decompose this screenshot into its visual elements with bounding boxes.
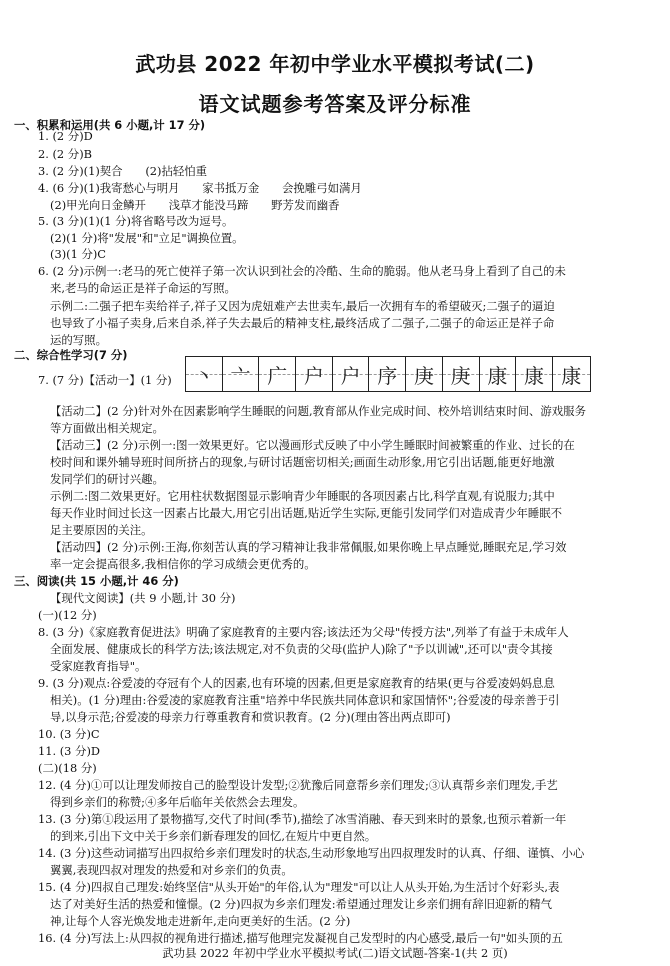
answer-line: 8. (3 分)《家庭教育促进法》明确了家庭教育的主要内容;该法还为父母"传授方法",列举了有益于未成年人 [38, 625, 569, 639]
answer-line: 【现代文阅读】(共 9 小题,计 30 分) [50, 591, 236, 605]
stroke-order-grid [185, 356, 591, 392]
answer-line: 等方面做出相关规定。 [50, 421, 164, 435]
answer-line: 率一定会提高很多,我相信你的学习成绩会更优秀的。 [50, 557, 316, 571]
stroke-order-cell [406, 357, 443, 391]
answer-line: 全面发展、健康成长的科学方法;该法规定,对不负责的父母(监护人)除了"予以训诫",还可以"责令其接 [50, 642, 553, 656]
answer-line: 发同学们的研讨兴趣。 [50, 472, 164, 486]
stroke-order-cell [443, 357, 480, 391]
answer-line: 足主要原因的关注。 [50, 523, 153, 537]
answer-line: 16. (4 分)写法上:从四叔的视角进行描述,描写他理完发凝视自己发型时的内心感受,最后一句"如头顶的五 [38, 931, 563, 945]
section-heading: 一、积累和运用(共 6 小题,计 17 分) [14, 118, 206, 132]
stroke-order-char: 户 [340, 363, 361, 388]
stroke-order-char: 庚 [413, 363, 434, 388]
answer-line: 受家庭教育指导"。 [50, 659, 147, 673]
stroke-order-cell [333, 357, 370, 391]
answer-line: 示例二:二强子把车卖给祥子,祥子又因为虎妞难产去世卖车,最后一次拥有车的希望破灭;二强子的逼迫 [50, 299, 555, 313]
section-heading: 二、综合性学习(7 分) [14, 348, 128, 362]
page-footer: 武功县 2022 年初中学业水平模拟考试(二)语文试题-答案-1(共 2 页) [162, 946, 508, 960]
answer-line: 【活动四】(2 分)示例:王海,你刻苦认真的学习精神让我非常佩服,如果你晚上早点睡觉,睡眠充足,学习效 [50, 540, 567, 554]
stroke-order-cell [369, 357, 406, 391]
answer-line: 翼翼,表现四叔对理发的热爱和对乡亲们的负责。 [50, 863, 293, 877]
answer-line: 的到来,引出下文中关于乡亲们新春理发的回忆,在短片中更自然。 [50, 829, 377, 843]
stroke-order-char: 庚 [450, 363, 471, 388]
answer-line: (2)甲光向日金鳞开 浅草才能没马蹄 野芳发而幽香 [50, 198, 340, 212]
stroke-order-char: 户 [303, 363, 324, 388]
answer-line: (二)(18 分) [38, 761, 97, 775]
answer-line: (2)(1 分)将"发展"和"立足"调换位置。 [50, 231, 244, 245]
answer-line: 6. (2 分)示例一:老马的死亡使祥子第一次认识到社会的冷酷、生命的脆弱。他从老马身上看到了自己的未 [38, 264, 566, 278]
answer-line: 每天作业时间过长这一因素占比最大,用它引出话题,贴近学生实际,更能引发同学们对造成青少年睡眠不 [50, 506, 563, 520]
answer-line: 也导致了小福子卖身,后来自杀,祥子失去最后的精神支柱,最终活成了二强子,二强子的命运正是祥子命 [50, 316, 555, 330]
stroke-order-char: 丶 [193, 363, 214, 388]
answer-line: 示例二:图二效果更好。它用柱状数据图显示影响青少年睡眠的各项因素占比,科学直观,有说服力;其中 [50, 489, 555, 503]
answer-line: 【活动三】(2 分)示例一:图一效果更好。它以漫画形式反映了中小学生睡眠时间被繁重的作业、过长的在 [50, 438, 575, 452]
answer-line: 13. (3 分)第①段运用了景物描写,交代了时间(季节),描绘了冰雪消融、春天到来时的景象,也预示着新一年 [38, 812, 567, 826]
answer-line: 【活动二】(2 分)针对外在因素影响学生睡眠的问题,教育部从作业完成时间、校外培训结束时间、游戏服务 [50, 404, 586, 418]
answer-line: (一)(12 分) [38, 608, 97, 622]
stroke-order-char: 康 [561, 363, 582, 388]
exam-title: 武功县 2022 年初中学业水平模拟考试(二) [135, 52, 535, 76]
answer-line: 10. (3 分)C [38, 727, 100, 741]
answer-line: 2. (2 分)B [38, 147, 93, 161]
stroke-order-cell [480, 357, 517, 391]
answer-line: 运的写照。 [50, 333, 107, 347]
answer-line: 12. (4 分)①可以让理发师按自己的脸型设计发型;②犹豫后同意帮乡亲们理发;③认真帮乡亲们理发,手艺 [38, 778, 558, 792]
answer-line: 11. (3 分)D [38, 744, 101, 758]
stroke-order-cell [223, 357, 260, 391]
stroke-order-cell [259, 357, 296, 391]
answer-line: 达了对美好生活的热爱和憧憬。(2 分)四叔为乡亲们理发:希望通过理发让乡亲们拥有辞旧迎新的精气 [50, 897, 553, 911]
stroke-order-char: 康 [524, 363, 545, 388]
answer-line: 5. (3 分)(1)(1 分)将省略号改为逗号。 [38, 214, 234, 228]
stroke-order-cell [516, 357, 553, 391]
exam-subtitle: 语文试题参考答案及评分标准 [198, 92, 472, 116]
answer-line: 神,让每个人容光焕发地走进新年,走向更美好的生活。(2 分) [50, 914, 351, 928]
answer-line: 相关)。(1 分)理由:谷爱凌的家庭教育注重"培养中华民族共同体意识和家国情怀";谷爱凌的母亲善于引 [50, 693, 560, 707]
stroke-order-char: 康 [487, 363, 508, 388]
stroke-order-cell [186, 357, 223, 391]
answer-line: 得到乡亲们的称赞;④多年后临年关依然会去理发。 [50, 795, 305, 809]
stroke-order-char: 亠 [230, 363, 251, 388]
answer-line: 3. (2 分)(1)契合 (2)拈轻怕重 [38, 164, 208, 178]
stroke-order-cell [296, 357, 333, 391]
stroke-order-cell [553, 357, 590, 391]
answer-line: 9. (3 分)观点:谷爱凌的夺冠有个人的因素,也有环境的因素,但更是家庭教育的结果(更与谷爱凌妈妈息息 [38, 676, 555, 690]
answer-line: 1. (2 分)D [38, 129, 93, 143]
answer-line: 7. (7 分)【活动一】(1 分) [38, 373, 172, 387]
answer-line: 14. (3 分)这些动词描写出四叔给乡亲们理发时的状态,生动形象地写出四叔理发时的认真、仔细、谨慎、小心 [38, 846, 585, 860]
answer-line: 来,老马的命运正是祥子命运的写照。 [50, 281, 236, 295]
answer-line: 15. (4 分)四叔自己理发:始终坚信"从头开始"的年俗,认为"理发"可以让人从头开始,为生活讨个好彩头,表 [38, 880, 560, 894]
answer-line: (3)(1 分)C [50, 247, 106, 261]
answer-line: 导,以身示范;谷爱凌的母亲力行尊重教育和赏识教育。(2 分)(理由答出两点即可) [50, 710, 451, 724]
stroke-order-char: 广 [267, 363, 288, 388]
stroke-order-char: 序 [377, 363, 398, 388]
answer-line: 4. (6 分)(1)我寄愁心与明月 家书抵万金 会挽雕弓如满月 [38, 181, 362, 195]
section-heading: 三、阅读(共 15 小题,计 46 分) [14, 574, 179, 588]
answer-line: 校时间和课外辅导班时间所挤占的现象,与研讨话题密切相关;画面生动形象,用它引出话题,能更好地激 [50, 455, 555, 469]
